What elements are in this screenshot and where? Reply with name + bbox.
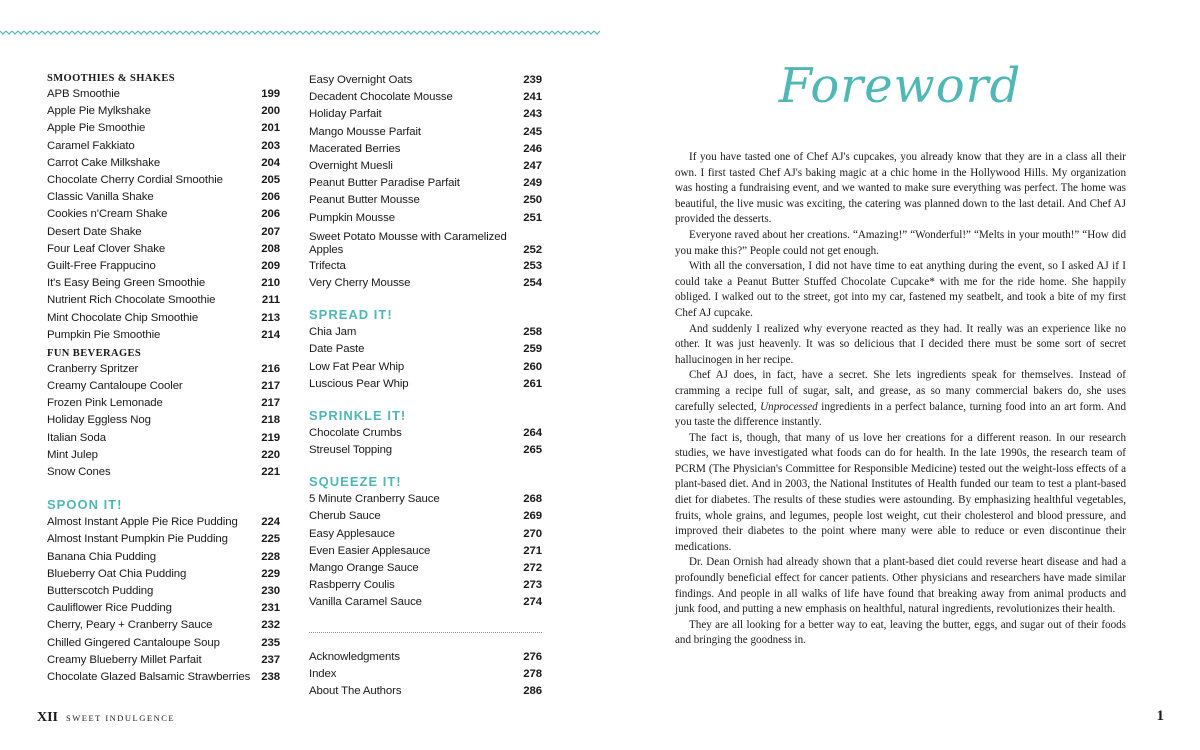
toc-entry[interactable] [47,566,280,583]
toc-entry-page-number: 217 [261,380,280,393]
toc-entry-title: Holiday Parfait [309,108,382,121]
toc-entry-page-number: 273 [523,579,542,592]
toc-entry-title: Desert Date Shake [47,225,142,238]
paragraph-text: Chef AJ does, in fact, have a secret. She lets ingredients speak for themselves. Instead of cramming a recipe full of sugar, salt, and grease, as so many commercial bakers do, she uses carefully selected, [675,369,1126,413]
toc-entry-title: Four Leaf Clover Shake [47,242,166,255]
running-book-title: SWEET INDULGENCE [66,713,176,723]
toc-entry-title: Cauliflower Rice Pudding [47,602,172,615]
toc-entry-page-number: 259 [523,343,542,356]
foreword-paragraph [675,322,1126,369]
toc-entry[interactable] [309,577,542,594]
left-page-number: XII [37,710,59,725]
toc-entry-title: APB Smoothie [47,88,120,101]
left-page-footer [37,710,175,726]
toc-entry[interactable] [309,649,542,666]
toc-entry[interactable] [47,514,280,531]
toc-entry-page-number: 239 [523,74,542,87]
toc-entry-page-number: 217 [261,397,280,410]
toc-entry-page-number: 269 [523,510,542,523]
paragraph-text: And suddenly I realized why everyone reacted as they had. It really was an experience like no other. It was just heavenly. It was so delicious that I decided there must be some sort of secret hallucinogen in her recipe. [675,322,1126,366]
toc-entry-page-number: 213 [261,311,280,324]
toc-entry-title: Easy Overnight Oats [309,74,413,87]
toc-entry-title: Trifecta [309,259,346,272]
right-page-number: 1 [1156,708,1164,724]
toc-entry[interactable] [47,634,280,651]
toc-entry-page-number: 264 [523,426,542,439]
toc-entry-page-number: 203 [261,139,280,152]
toc-entry[interactable] [309,358,542,375]
toc-entry-title: Mango Mousse Parfait [309,125,421,138]
toc-entry[interactable] [309,210,542,227]
foreword-paragraph [675,228,1126,259]
toc-entry[interactable] [309,227,542,258]
toc-entry-page-number: 214 [261,328,280,341]
toc-entry[interactable] [47,103,280,120]
toc-entry-page-number: 238 [261,670,280,683]
toc-entry[interactable] [309,192,542,209]
toc-entry[interactable] [47,206,280,223]
toc-entry-page-number: 268 [523,493,542,506]
toc-entry-title: Classic Vanilla Shake [47,191,154,204]
toc-entry-page-number: 216 [261,362,280,375]
paragraph-text: ingredients in a perfect balance, turning food into an art form. And you taste the difference instantly. [675,400,1126,429]
toc-entry-page-number: 206 [261,191,280,204]
toc-entry-title: Holiday Eggless Nog [47,414,151,427]
toc-entry[interactable] [47,583,280,600]
toc-entry-title: Almost Instant Pumpkin Pie Pudding [47,533,228,546]
foreword-paragraph [675,259,1126,321]
toc-entry-page-number: 207 [261,225,280,238]
toc-entry[interactable] [47,138,280,155]
toc-entry-title: Sweet Potato Mousse with Caramelized Apples [309,230,507,256]
toc-entry[interactable] [47,241,280,258]
toc-entry-title: About The Authors [309,684,402,697]
toc-entry-page-number: 218 [261,414,280,427]
toc-entry[interactable] [47,224,280,241]
toc-entry-title: Mango Orange Sauce [309,562,419,575]
toc-entry-title: Creamy Cantaloupe Cooler [47,380,183,393]
toc-entry[interactable] [47,652,280,669]
toc-entry-title: It's Easy Being Green Smoothie [47,277,206,290]
toc-chapter-heading: SPREAD IT! [309,307,393,323]
toc-entry-page-number: 232 [261,619,280,632]
toc-entry-title: Creamy Blueberry Millet Parfait [47,653,202,666]
toc-entry-page-number: 274 [523,596,542,609]
toc-entry[interactable] [47,430,280,447]
toc-entry-page-number: 243 [523,108,542,121]
toc-entry-page-number: 208 [261,242,280,255]
toc-entry-title: Very Cherry Mousse [309,276,411,289]
toc-entry[interactable] [309,425,542,442]
paragraph-text: Everyone raved about her creations. “Amazing!” “Wonderful!” “Melts in your mouth!” “How did you make this?” People could not get enough. [675,228,1126,257]
decorative-zigzag-border [0,28,600,38]
toc-entry-page-number: 220 [261,448,280,461]
toc-entry-title: Nutrient Rich Chocolate Smoothie [47,294,216,307]
toc-entry-title: Butterscotch Pudding [47,584,154,597]
toc-entry-title: Snow Cones [47,466,111,479]
toc-section-heading: SMOOTHIES & SHAKES [47,73,175,84]
toc-entry[interactable] [47,155,280,172]
toc-entry-title: Low Fat Pear Whip [309,360,405,373]
toc-entry-page-number: 219 [261,431,280,444]
toc-entry-page-number: 245 [523,125,542,138]
toc-entry[interactable] [47,669,280,686]
toc-entry-title: Chia Jam [309,326,357,339]
toc-entry-title: Chilled Gingered Cantaloupe Soup [47,636,220,649]
toc-entry-title: Vanilla Caramel Sauce [309,596,422,609]
toc-entry-title: Peanut Butter Mousse [309,194,420,207]
toc-entry-page-number: 246 [523,142,542,155]
toc-entry-page-number: 225 [261,533,280,546]
toc-entry[interactable] [47,309,280,326]
toc-entry-title: Cookies n'Cream Shake [47,208,168,221]
toc-entry-page-number: 204 [261,156,280,169]
toc-entry-page-number: 250 [523,194,542,207]
toc-entry[interactable] [309,508,542,525]
toc-entry[interactable] [309,560,542,577]
toc-chapter-heading: SPOON IT! [47,497,123,513]
toc-chapter-heading: SQUEEZE IT! [309,474,402,490]
toc-entry[interactable] [47,292,280,309]
toc-entry-title: Apple Pie Mylkshake [47,105,151,118]
toc-entry[interactable] [47,189,280,206]
toc-entry-page-number: 237 [261,653,280,666]
toc-entry-page-number: 200 [261,105,280,118]
toc-entry-page-number: 272 [523,562,542,575]
foreword-paragraph [675,150,1126,228]
toc-entry-page-number: 249 [523,177,542,190]
toc-entry-page-number: 221 [261,466,280,479]
toc-entry-page-number: 235 [261,636,280,649]
toc-entry[interactable] [309,124,542,141]
toc-entry-title: Cherry, Peary + Cranberry Sauce [47,619,213,632]
toc-entry-title: Luscious Pear Whip [309,377,409,390]
foreword-title: Foreword [778,58,1022,114]
foreword-paragraph [675,555,1126,617]
toc-entry[interactable] [309,543,542,560]
toc-entry-title: Pumpkin Mousse [309,211,395,224]
toc-entry[interactable] [309,106,542,123]
toc-entry[interactable] [309,683,542,700]
toc-entry-title: Italian Soda [47,431,106,444]
toc-entry-page-number: 251 [523,211,542,224]
toc-entry[interactable] [47,258,280,275]
toc-entry-page-number: 231 [261,602,280,615]
toc-entry[interactable] [309,275,542,292]
toc-entry-title: Mint Julep [47,448,98,461]
toc-entry-page-number: 211 [261,294,280,307]
toc-entry-title: Date Paste [309,343,365,356]
toc-entry-page-number: 261 [523,377,542,390]
toc-entry[interactable] [47,86,280,103]
toc-entry-title: Frozen Pink Lemonade [47,397,163,410]
toc-divider [309,632,542,633]
toc-entry-page-number: 228 [261,550,280,563]
toc-entry-page-number: 241 [523,91,542,104]
toc-entry-page-number: 230 [261,584,280,597]
toc-entry-page-number: 252 [523,243,542,256]
toc-entry-page-number: 247 [523,160,542,173]
toc-entry-page-number: 278 [523,667,542,680]
toc-entry-title: Blueberry Oat Chia Pudding [47,567,187,580]
toc-entry[interactable] [47,361,280,378]
toc-entry[interactable] [309,491,542,508]
foreword-paragraph [675,431,1126,556]
toc-entry[interactable] [309,258,542,275]
toc-entry[interactable] [47,275,280,292]
toc-entry-title: Rasbperry Coulis [309,579,395,592]
toc-entry[interactable] [309,526,542,543]
toc-entry-page-number: 199 [261,88,280,101]
paragraph-text: Dr. Dean Ornish had already shown that a plant-based diet could reverse heart disease and had a profoundly beneficial effect for cancer patients. Other physicians and researchers have made similar findings. And people in all walks of life have found that breaking away from animal products and junk food, and putting a new emphasis on healthful, natural ingredients, revolutionizes their health. [675,556,1126,616]
toc-entry-page-number: 276 [523,650,542,663]
toc-entry-title: Pumpkin Pie Smoothie [47,328,161,341]
toc-entry[interactable] [309,89,542,106]
toc-entry-title: Macerated Berries [309,142,401,155]
toc-entry[interactable] [47,412,280,429]
paragraph-text: The fact is, though, that many of us love her creations for a different reason. In our research studies, we have investigated what foods can do for health. In the late 1990s, the research team of PCRM (The Physician's Committee for Responsible Medicine) tested out the weight-loss effects of a plant-based diet. And in 2003, the National Institutes of Health funded our team to test a plant-based diet for diabetes. The results of these studies were astounding. By emphasizing healthful vegetables, fruits, whole grains, and legumes, people lost weight, cut their cholesterol and blood pressure, and improved their diabetes to the point where many were able to reduce or even discontinue their medications. [675,431,1126,553]
toc-entry[interactable] [47,327,280,344]
toc-entry[interactable] [47,549,280,566]
toc-entry[interactable] [47,464,280,481]
emphasized-word: Unprocessed [760,400,818,413]
toc-entry-page-number: 260 [523,360,542,373]
paragraph-text: They are all looking for a better way to eat, leaving the butter, eggs, and sugar out of their foods and bringing the goodness in. [675,618,1126,647]
toc-entry-page-number: 254 [523,276,542,289]
toc-entry-title: Index [309,667,337,680]
toc-entry[interactable] [47,395,280,412]
toc-middle-column [309,72,542,700]
toc-entry-page-number: 201 [261,122,280,135]
toc-entry-title: 5 Minute Cranberry Sauce [309,493,440,506]
toc-entry-title: Overnight Muesli [309,160,393,173]
toc-entry[interactable] [309,72,542,89]
toc-entry-page-number: 271 [523,544,542,557]
toc-entry[interactable] [309,175,542,192]
toc-entry[interactable] [47,378,280,395]
toc-entry-title: Decadent Chocolate Mousse [309,91,453,104]
toc-entry-title: Banana Chia Pudding [47,550,156,563]
toc-entry-page-number: 286 [523,684,542,697]
toc-entry[interactable] [47,600,280,617]
toc-entry-title: Caramel Fakkiato [47,139,135,152]
foreword-paragraph [675,368,1126,430]
toc-entry[interactable] [309,442,542,459]
toc-entry[interactable] [309,341,542,358]
toc-entry-page-number: 258 [523,326,542,339]
toc-left-column [47,72,280,686]
toc-entry-title: Peanut Butter Paradise Parfait [309,177,460,190]
toc-entry-title: Cranberry Spritzer [47,362,139,375]
toc-entry-title: Chocolate Cherry Cordial Smoothie [47,174,223,187]
toc-entry-title: Chocolate Glazed Balsamic Strawberries [47,670,251,683]
foreword-paragraph [675,618,1126,649]
toc-entry-title: Even Easier Applesauce [309,544,431,557]
toc-entry[interactable] [47,447,280,464]
toc-entry[interactable] [309,158,542,175]
toc-chapter-heading: SPRINKLE IT! [309,407,407,423]
toc-section-heading: FUN BEVERAGES [47,347,142,359]
toc-entry[interactable] [309,376,542,393]
toc-entry[interactable] [47,172,280,189]
toc-entry[interactable] [309,594,542,611]
toc-entry-page-number: 206 [261,208,280,221]
toc-entry-page-number: 209 [261,259,280,272]
toc-entry-title: Almost Instant Apple Pie Rice Pudding [47,516,238,529]
paragraph-text: If you have tasted one of Chef AJ's cupcakes, you already know that they are in a class all their own. I first tasted Chef AJ's baking magic at a chic home in the Hollywood Hills. My organization was hosting a fundraising event, and we wanted to make sure everything was perfect. The home was beautiful, the live music was exciting, the catering was planned down to the last detail. And Chef AJ provided the desserts. [675,151,1126,226]
toc-entry-page-number: 253 [523,259,542,272]
toc-entry-page-number: 265 [523,444,542,457]
toc-entry-title: Streusel Topping [309,444,393,457]
toc-entry-title: Cherub Sauce [309,510,381,523]
toc-entry-title: Carrot Cake Milkshake [47,156,161,169]
toc-entry[interactable] [309,141,542,158]
foreword-body [675,150,1126,649]
toc-entry-title: Guilt-Free Frappucino [47,259,156,272]
toc-entry-title: Apple Pie Smoothie [47,122,146,135]
toc-entry-page-number: 229 [261,567,280,580]
toc-entry-page-number: 210 [261,277,280,290]
toc-entry[interactable] [309,324,542,341]
paragraph-text: With all the conversation, I did not have time to eat anything during the event, so I asked AJ if I could take a Peanut Butter Stuffed Chocolate Cupcake* with me for the ride home. She happily obliged. I walked out to the street, got into my car, fastened my seatbelt, and took a bite of my first Chef AJ cupcake. [675,260,1126,319]
toc-entry-title: Easy Applesauce [309,527,395,540]
toc-entry[interactable] [47,120,280,137]
toc-entry[interactable] [47,617,280,634]
toc-entry[interactable] [47,531,280,548]
toc-entry-page-number: 270 [523,527,542,540]
toc-entry-title: Acknowledgments [309,650,400,663]
toc-entry-title: Chocolate Crumbs [309,426,402,439]
toc-entry[interactable] [309,666,542,683]
toc-entry-page-number: 205 [261,174,280,187]
toc-entry-page-number: 224 [261,516,280,529]
toc-entry-title: Mint Chocolate Chip Smoothie [47,311,199,324]
